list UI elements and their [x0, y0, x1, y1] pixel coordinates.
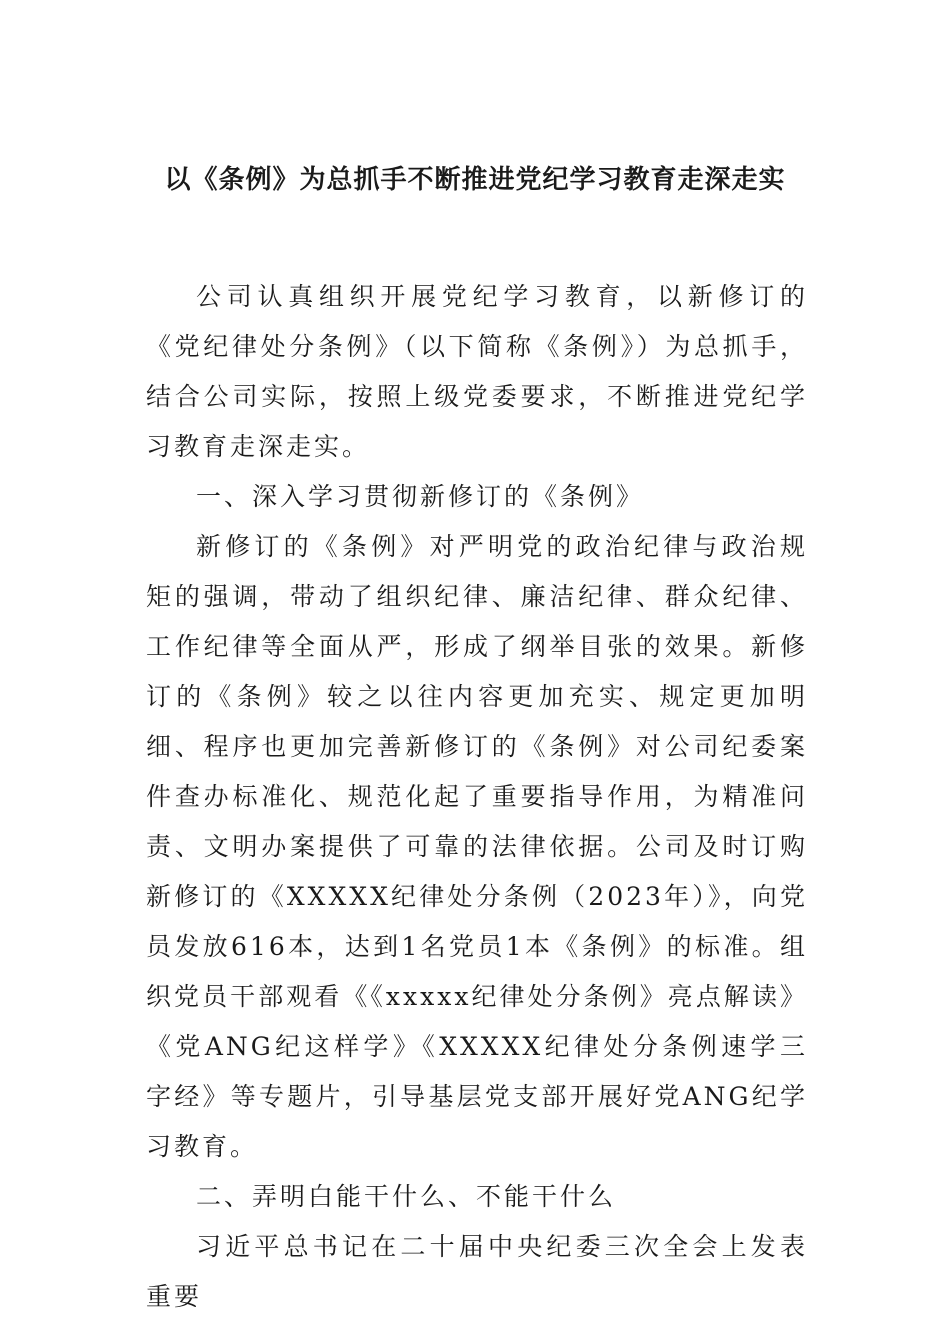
- section-heading-2: 二、弄明白能干什么、不能干什么: [196, 1182, 617, 1211]
- section-2-paragraph: 习近平总书记在二十届中央纪委三次全会上发表重要: [146, 1232, 808, 1311]
- section-heading-1: 一、深入学习贯彻新修订的《条例》: [196, 482, 645, 511]
- document-title: 以《条例》为总抓手不断推进党纪学习教育走深走实: [164, 165, 786, 195]
- section-1-paragraph: 新修订的《条例》对严明党的政治纪律与政治规矩的强调，带动了组织纪律、廉洁纪律、群众纪律、工作纪律等全面从严，形成了纲举目张的效果。新修订的《条例》较之以往内容更加充实、规定更加明细、程序也更加完善新修订的《条例》对公司纪委案件查办标准化、规范化起了重要指导作用，为精准问责、文明办案提供了可靠的法律依据。公司及时订购新修订的《XXXXX纪律处分条例（2023年）》，向党员发放616本，达到1名党员1本《条例》的标准。组织党员干部观看《《xxxxx纪律处分条例》亮点解读》《党ANG纪这样学》《XXXXX纪律处分条例速学三字经》等专题片，引导基层党支部开展好党ANG纪学习教育。: [146, 532, 808, 1161]
- intro-paragraph: 公司认真组织开展党纪学习教育，以新修订的《党纪律处分条例》（以下简称《条例》）为总抓手，结合公司实际，按照上级党委要求，不断推进党纪学习教育走深走实。: [146, 282, 808, 461]
- document-body: [146, 272, 808, 1322]
